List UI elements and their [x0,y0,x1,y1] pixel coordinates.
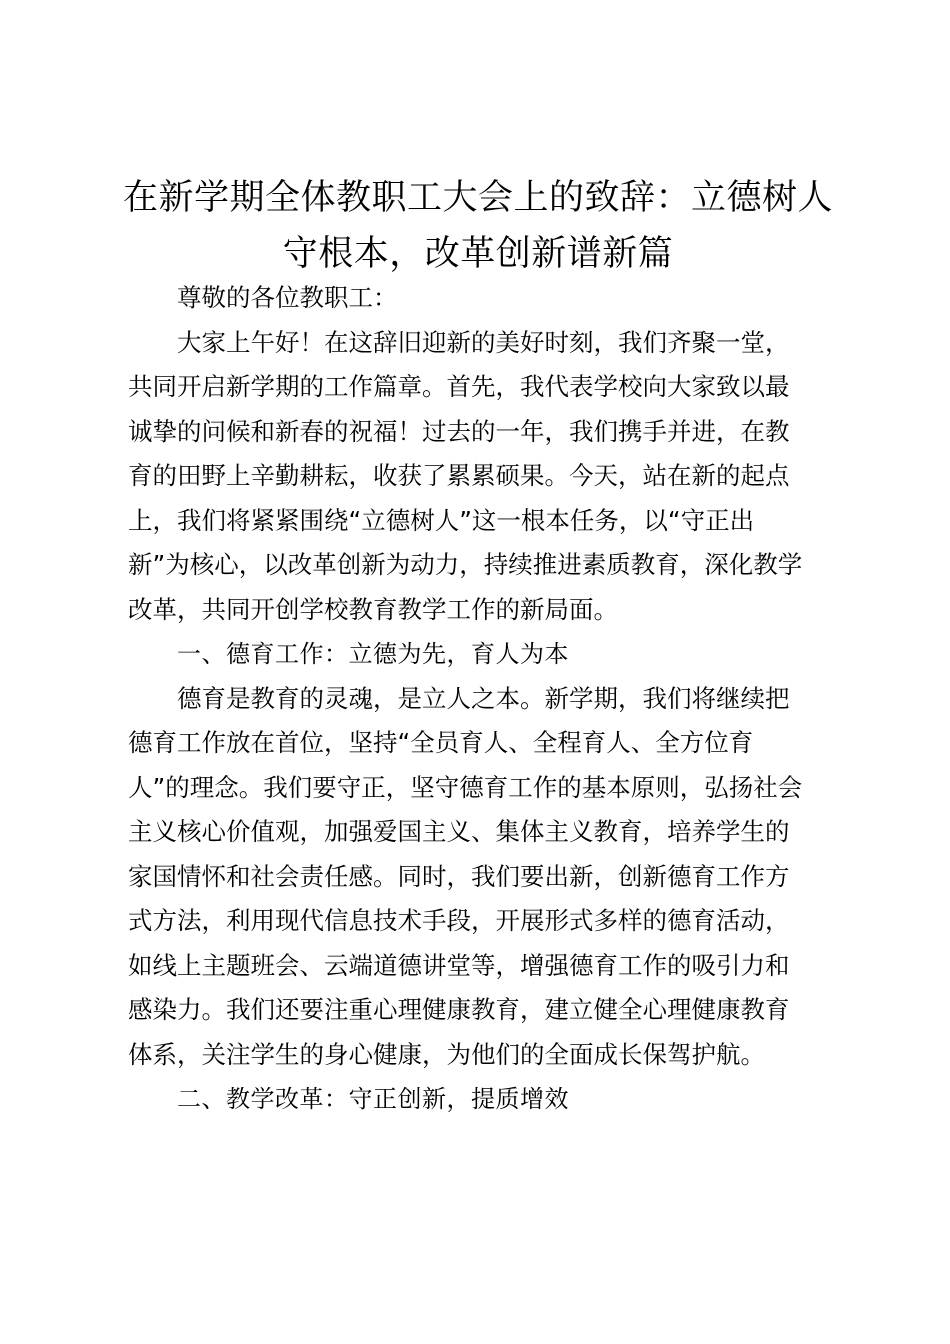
paragraph-line: 德育是教育的灵魂，是立人之本。新学期，我们将继续把 [177,683,790,713]
paragraph-line: 共同开启新学期的工作篇章。首先，我代表学校向大家致以最 [128,372,790,401]
paragraph-line: 育的田野上辛勤耕耘，收获了累累硕果。今天，站在新的起点 [128,461,790,490]
paragraph-line: 改革，共同开创学校教育教学工作的新局面。 [128,594,618,624]
paragraph-line: 新”为核心，以改革创新为动力，持续推进素质教育，深化教学 [128,550,803,579]
salutation: 尊敬的各位教职工： [177,283,398,312]
section-heading-2: 二、教学改革：守正创新，提质增效 [177,1085,569,1113]
paragraph-line: 式方法，利用现代信息技术手段，开展形式多样的德育活动， [128,906,790,935]
paragraph-line: 人”的理念。我们要守正，坚守德育工作的基本原则，弘扬社会 [128,772,803,802]
paragraph-line: 上，我们将紧紧围绕“立德树人”这一根本任务，以“守正出 [128,505,755,535]
paragraph-line: 如线上主题班会、云端道德讲堂等，增强德育工作的吸引力和 [128,950,790,980]
paragraph-2 [128,677,836,1078]
title-line: 守根本，改革创新谱新篇 [282,234,674,274]
paragraph-line: 诚挚的问候和新春的祝福！过去的一年，我们携手并进，在教 [128,416,790,446]
document-body [128,276,836,1122]
title-line: 在新学期全体教职工大会上的致辞：立德树人 [122,178,833,218]
paragraph-line: 家国情怀和社会责任感。同时，我们要出新，创新德育工作方 [128,861,790,891]
paragraph-line: 感染力。我们还要注重心理健康教育，建立健全心理健康教育 [128,995,790,1024]
paragraph-line: 主义核心价值观，加强爱国主义、集体主义教育，培养学生的 [128,817,790,846]
section-heading-1: 一、德育工作：立德为先，育人为本 [177,640,569,668]
document-title [120,170,836,282]
paragraph-line: 体系，关注学生的身心健康，为他们的全面成长保驾护航。 [128,1039,765,1069]
paragraph-1 [128,321,836,633]
paragraph-line: 大家上午好！在这辞旧迎新的美好时刻，我们齐聚一堂， [177,327,790,357]
paragraph-line: 德育工作放在首位，坚持“全员育人、全程育人、全方位育 [128,728,754,757]
